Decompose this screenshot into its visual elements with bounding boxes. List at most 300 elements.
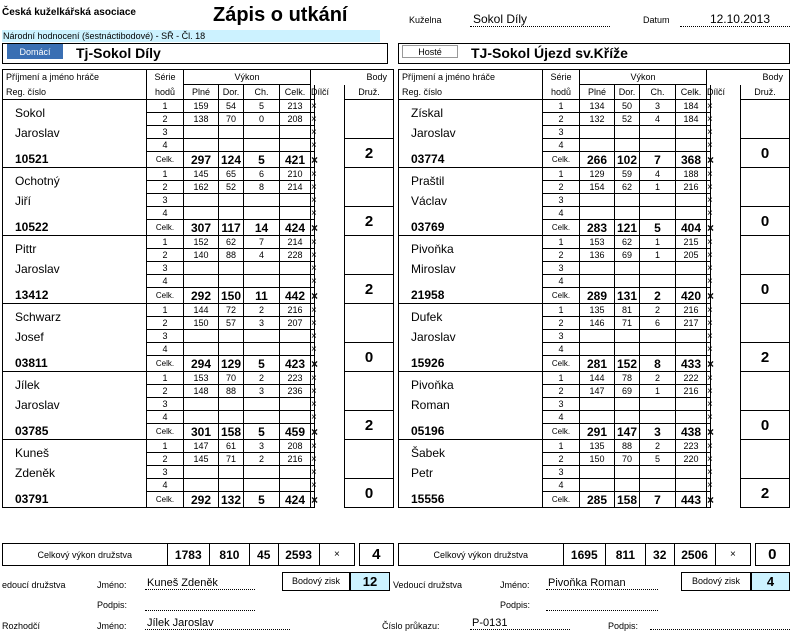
series-value [244, 126, 280, 139]
partial-mark: × [707, 479, 713, 491]
sum-points: 4 [359, 544, 393, 566]
player-reg-number: 03811 [3, 356, 147, 372]
total-value: 285 [580, 492, 615, 508]
total-value: 7 [640, 492, 676, 508]
series-number: 2 [543, 113, 580, 126]
home-team-box [2, 43, 388, 64]
col-series2-header: hodů [543, 85, 580, 100]
series-number: 2 [147, 317, 184, 330]
series-number: 2 [147, 113, 184, 126]
series-value: 2 [244, 453, 280, 466]
partial-mark: × [311, 424, 319, 439]
player-firstname: Jaroslav [3, 126, 147, 152]
series-value: 57 [219, 317, 244, 330]
partial-mark: × [311, 249, 317, 261]
series-value [184, 262, 219, 275]
away-panel [398, 69, 790, 541]
series-value [219, 275, 244, 288]
gap [315, 343, 345, 372]
partial-mark: × [311, 398, 317, 410]
partial-mark: × [311, 492, 319, 507]
series-value [640, 139, 676, 152]
col-team-header: Druž. [345, 85, 394, 100]
points-empty [345, 440, 394, 479]
series-value [676, 343, 707, 356]
partial-mark: × [311, 275, 317, 287]
sum-total: 2593 [278, 544, 319, 566]
series-value: 5 [640, 453, 676, 466]
partial-mark: × [707, 372, 713, 384]
total-value: 5 [244, 492, 280, 508]
series-value [640, 343, 676, 356]
partial-mark: × [707, 168, 713, 180]
away-sum-row [398, 543, 790, 566]
series-value [184, 411, 219, 424]
series-value: 135 [580, 304, 615, 317]
series-value: 54 [219, 100, 244, 113]
series-value: 8 [244, 181, 280, 194]
total-label: Celk. [543, 152, 580, 168]
total-value: 289 [580, 288, 615, 304]
col-series-header: Série [147, 70, 184, 85]
player-surname: Pittr [3, 236, 147, 262]
series-row [399, 304, 790, 317]
partial-mark: × [311, 262, 317, 274]
player-surname: Kuneš [3, 440, 147, 466]
total-value: 147 [615, 424, 640, 440]
away-sign-label: Podpis: [500, 600, 531, 610]
series-value [580, 262, 615, 275]
gap [315, 372, 345, 411]
away-team-box [398, 43, 790, 64]
total-value: 292 [184, 288, 219, 304]
series-value: 138 [184, 113, 219, 126]
series-value [615, 330, 640, 343]
series-value [244, 194, 280, 207]
series-number: 4 [543, 411, 580, 424]
team-points: 0 [345, 343, 394, 372]
series-row [3, 168, 394, 181]
series-value [184, 126, 219, 139]
home-team-name[interactable]: Tj-Sokol Díly [76, 45, 161, 61]
series-value [184, 466, 219, 479]
player-firstname: Zdeněk [3, 466, 147, 492]
series-row [399, 168, 790, 181]
series-number: 4 [543, 139, 580, 152]
partial-mark: × [311, 126, 317, 138]
total-value: 423 [280, 356, 311, 372]
series-value [580, 207, 615, 220]
series-value: 2 [640, 440, 676, 453]
series-value: 78 [615, 372, 640, 385]
total-value: 307 [184, 220, 219, 236]
player-firstname: Jaroslav [3, 398, 147, 424]
partial-mark: × [707, 236, 713, 248]
player-reg-number: 03774 [399, 152, 543, 168]
col-clear-header: Dor. [615, 85, 640, 100]
home-leader-name[interactable]: Kuneš Zdeněk [145, 577, 255, 590]
series-value [244, 343, 280, 356]
partial-mark: × [311, 152, 319, 167]
series-number: 4 [147, 275, 184, 288]
total-label: Celk. [543, 356, 580, 372]
series-row [399, 236, 790, 249]
series-value: 147 [184, 440, 219, 453]
total-value: 368 [676, 152, 707, 168]
series-number: 3 [147, 398, 184, 411]
series-value: 152 [184, 236, 219, 249]
series-value: 3 [244, 317, 280, 330]
series-value: 210 [280, 168, 311, 181]
gap [315, 236, 345, 275]
partial-mark: × [707, 343, 713, 355]
partial-mark: × [707, 453, 713, 465]
partial-mark: × [707, 194, 713, 206]
series-row [3, 236, 394, 249]
series-number: 3 [543, 330, 580, 343]
partial-mark: × [707, 181, 713, 193]
series-number: 4 [543, 275, 580, 288]
series-value [676, 126, 707, 139]
series-value [580, 466, 615, 479]
player-surname: Schwarz [3, 304, 147, 330]
series-value [615, 466, 640, 479]
series-value: 147 [580, 385, 615, 398]
player-firstname: Miroslav [399, 262, 543, 288]
partial-mark: × [311, 317, 317, 329]
series-value: 184 [676, 113, 707, 126]
points-empty [345, 304, 394, 343]
home-name-label: Jméno: [97, 580, 127, 590]
series-number: 3 [543, 466, 580, 479]
total-value: 420 [676, 288, 707, 304]
player-firstname: Petr [399, 466, 543, 492]
home-panel [2, 69, 394, 541]
series-value [615, 139, 640, 152]
partial-mark: × [707, 356, 715, 371]
col-total-header: Celk. [280, 85, 311, 100]
home-sign-label: Podpis: [97, 600, 128, 610]
total-value: 442 [280, 288, 311, 304]
venue-value[interactable]: Sokol Díly [470, 12, 610, 27]
gap [315, 440, 345, 479]
col-player-header: Příjmení a jméno hráče [3, 70, 147, 85]
away-team-name[interactable]: TJ-Sokol Újezd sv.Kříže [471, 45, 628, 61]
sum-miss: 45 [249, 544, 278, 566]
series-value [580, 139, 615, 152]
points-empty [741, 168, 790, 207]
series-value: 214 [280, 181, 311, 194]
team-points: 0 [741, 411, 790, 440]
partial-mark: × [707, 288, 715, 303]
series-value: 132 [580, 113, 615, 126]
player-firstname: Jaroslav [399, 330, 543, 356]
org-name: Česká kuželkářská asociace [2, 7, 136, 18]
series-number: 3 [543, 194, 580, 207]
series-number: 3 [543, 126, 580, 139]
home-sign-field[interactable] [145, 599, 255, 611]
partial-mark: × [311, 194, 317, 206]
series-number: 4 [147, 343, 184, 356]
series-value: 144 [580, 372, 615, 385]
home-sum-row [2, 543, 394, 566]
away-score-table [398, 69, 790, 508]
points-empty [345, 168, 394, 207]
player-reg-number: 03769 [399, 220, 543, 236]
team-points: 2 [345, 411, 394, 440]
total-label: Celk. [543, 492, 580, 508]
series-value [219, 398, 244, 411]
series-value: 136 [580, 249, 615, 262]
series-number: 3 [147, 194, 184, 207]
series-value [640, 275, 676, 288]
series-number: 1 [543, 168, 580, 181]
series-value: 214 [280, 236, 311, 249]
total-value: 266 [580, 152, 615, 168]
series-value [580, 479, 615, 492]
series-value [219, 343, 244, 356]
total-value: 443 [676, 492, 707, 508]
player-reg-number: 21958 [399, 288, 543, 304]
team-points: 2 [345, 275, 394, 304]
total-label: Celk. [543, 424, 580, 440]
series-value [219, 126, 244, 139]
team-points: 2 [345, 139, 394, 168]
referee-sign-field[interactable] [650, 618, 790, 630]
series-value: 145 [184, 168, 219, 181]
referee-label: Rozhodčí [2, 621, 41, 631]
gap [711, 139, 741, 168]
series-value: 140 [184, 249, 219, 262]
series-value [280, 330, 311, 343]
series-value: 146 [580, 317, 615, 330]
player-firstname: Josef [3, 330, 147, 356]
series-value [615, 343, 640, 356]
away-points-value: 4 [751, 572, 790, 591]
series-number: 1 [147, 168, 184, 181]
gap [711, 275, 741, 304]
total-value: 11 [244, 288, 280, 304]
partial-mark: × [311, 304, 317, 316]
series-value: 222 [676, 372, 707, 385]
away-leader-name[interactable]: Pivoňka Roman [546, 577, 658, 590]
team-points: 0 [741, 275, 790, 304]
player-reg-number: 10522 [3, 220, 147, 236]
series-value: 3 [244, 385, 280, 398]
partial-mark: × [707, 398, 713, 410]
series-number: 3 [543, 262, 580, 275]
series-value: 4 [244, 249, 280, 262]
card-label: Číslo průkazu: [382, 621, 440, 631]
points-empty [345, 236, 394, 275]
gap [711, 343, 741, 372]
league-name: Národní hodnocení (šestnáctibodové) - SŘ - Čl. 18 [2, 30, 380, 42]
player-reg-number: 10521 [3, 152, 147, 168]
series-value: 0 [244, 113, 280, 126]
series-value: 216 [280, 453, 311, 466]
series-value: 3 [244, 440, 280, 453]
col-miss-header: Ch. [640, 85, 676, 100]
total-value: 294 [184, 356, 219, 372]
series-number: 1 [543, 440, 580, 453]
total-value: 5 [244, 356, 280, 372]
series-number: 4 [147, 479, 184, 492]
series-value [280, 343, 311, 356]
series-value [615, 194, 640, 207]
series-value: 223 [676, 440, 707, 453]
series-value [280, 411, 311, 424]
series-value: 88 [219, 385, 244, 398]
player-reg-number: 15926 [399, 356, 543, 372]
total-value: 8 [640, 356, 676, 372]
partial-mark: × [311, 139, 317, 151]
sum-points: 0 [755, 544, 789, 566]
total-value: 424 [280, 492, 311, 508]
total-value: 131 [615, 288, 640, 304]
series-value: 216 [676, 304, 707, 317]
home-points-value: 12 [350, 572, 390, 591]
total-value: 5 [640, 220, 676, 236]
series-number: 1 [543, 372, 580, 385]
series-value: 59 [615, 168, 640, 181]
away-tag: Hosté [402, 45, 458, 58]
series-value: 184 [676, 100, 707, 113]
points-empty [741, 372, 790, 411]
series-value [580, 126, 615, 139]
col-total-header: Celk. [676, 85, 707, 100]
card-number[interactable]: P-0131 [470, 617, 570, 630]
total-value: 281 [580, 356, 615, 372]
partial-mark: × [707, 220, 715, 235]
series-number: 1 [147, 100, 184, 113]
series-number: 4 [543, 479, 580, 492]
series-row [3, 440, 394, 453]
series-number: 4 [147, 139, 184, 152]
total-value: 3 [640, 424, 676, 440]
series-value [580, 398, 615, 411]
series-number: 1 [147, 304, 184, 317]
series-value [615, 411, 640, 424]
total-value: 158 [615, 492, 640, 508]
series-value: 208 [280, 440, 311, 453]
series-value [244, 275, 280, 288]
total-value: 459 [280, 424, 311, 440]
series-row [399, 372, 790, 385]
series-value: 1 [640, 181, 676, 194]
player-firstname: Václav [399, 194, 543, 220]
referee-name[interactable]: Jílek Jaroslav [145, 617, 290, 630]
gap [711, 440, 741, 479]
date-value[interactable]: 12.10.2013 [680, 12, 790, 27]
col-miss-header: Ch. [244, 85, 280, 100]
sum-full: 1783 [167, 544, 209, 566]
series-number: 1 [147, 440, 184, 453]
series-value: 188 [676, 168, 707, 181]
series-value: 5 [244, 100, 280, 113]
gap [315, 411, 345, 440]
total-value: 132 [219, 492, 244, 508]
total-label: Celk. [147, 220, 184, 236]
series-value: 236 [280, 385, 311, 398]
series-value: 2 [640, 304, 676, 317]
partial-mark: × [311, 220, 319, 235]
gap [711, 236, 741, 275]
series-row [3, 304, 394, 317]
gap [315, 207, 345, 236]
series-value [244, 398, 280, 411]
partial-mark: × [707, 466, 713, 478]
series-value: 62 [219, 236, 244, 249]
series-row [3, 100, 394, 113]
home-leader-label: edoucí družstva [2, 580, 66, 590]
series-value: 70 [219, 372, 244, 385]
series-value [580, 343, 615, 356]
total-value: 7 [640, 152, 676, 168]
points-empty [741, 236, 790, 275]
points-empty [741, 440, 790, 479]
series-number: 2 [147, 181, 184, 194]
series-value [280, 207, 311, 220]
away-sign-field[interactable] [546, 599, 658, 611]
series-value: 162 [184, 181, 219, 194]
away-leader-label: Vedoucí družstva [393, 580, 463, 590]
col-partial-header: Dílčí [707, 85, 711, 100]
series-value: 81 [615, 304, 640, 317]
team-points: 0 [345, 479, 394, 508]
partial-mark: × [311, 479, 317, 491]
partial-mark: × [707, 207, 713, 219]
series-value: 154 [580, 181, 615, 194]
player-surname: Ochotný [3, 168, 147, 194]
partial-mark: × [707, 113, 713, 125]
series-value: 1 [640, 236, 676, 249]
total-value: 424 [280, 220, 311, 236]
player-surname: Šabek [399, 440, 543, 466]
series-value: 52 [615, 113, 640, 126]
points-empty [345, 100, 394, 139]
total-value: 301 [184, 424, 219, 440]
total-value: 421 [280, 152, 311, 168]
series-value: 6 [244, 168, 280, 181]
series-value [184, 330, 219, 343]
series-value: 153 [184, 372, 219, 385]
series-value [219, 139, 244, 152]
player-firstname: Jaroslav [3, 262, 147, 288]
series-value: 148 [184, 385, 219, 398]
col-partial-header: Dílčí [311, 85, 315, 100]
series-value [640, 194, 676, 207]
player-reg-number: 03791 [3, 492, 147, 508]
partial-mark: × [311, 113, 317, 125]
series-value: 216 [280, 304, 311, 317]
series-value: 62 [615, 181, 640, 194]
series-value [184, 398, 219, 411]
col-series2-header: hodů [147, 85, 184, 100]
partial-mark: × [311, 181, 317, 193]
col-points-header: Body [311, 70, 394, 85]
series-value: 153 [580, 236, 615, 249]
sum-total: 2506 [674, 544, 715, 566]
player-reg-number: 13412 [3, 288, 147, 304]
partial-mark: × [311, 440, 317, 452]
total-value: 283 [580, 220, 615, 236]
team-points: 0 [741, 207, 790, 236]
series-value [280, 479, 311, 492]
series-number: 1 [543, 100, 580, 113]
player-surname: Dufek [399, 304, 543, 330]
series-value [615, 207, 640, 220]
series-value: 2 [244, 304, 280, 317]
